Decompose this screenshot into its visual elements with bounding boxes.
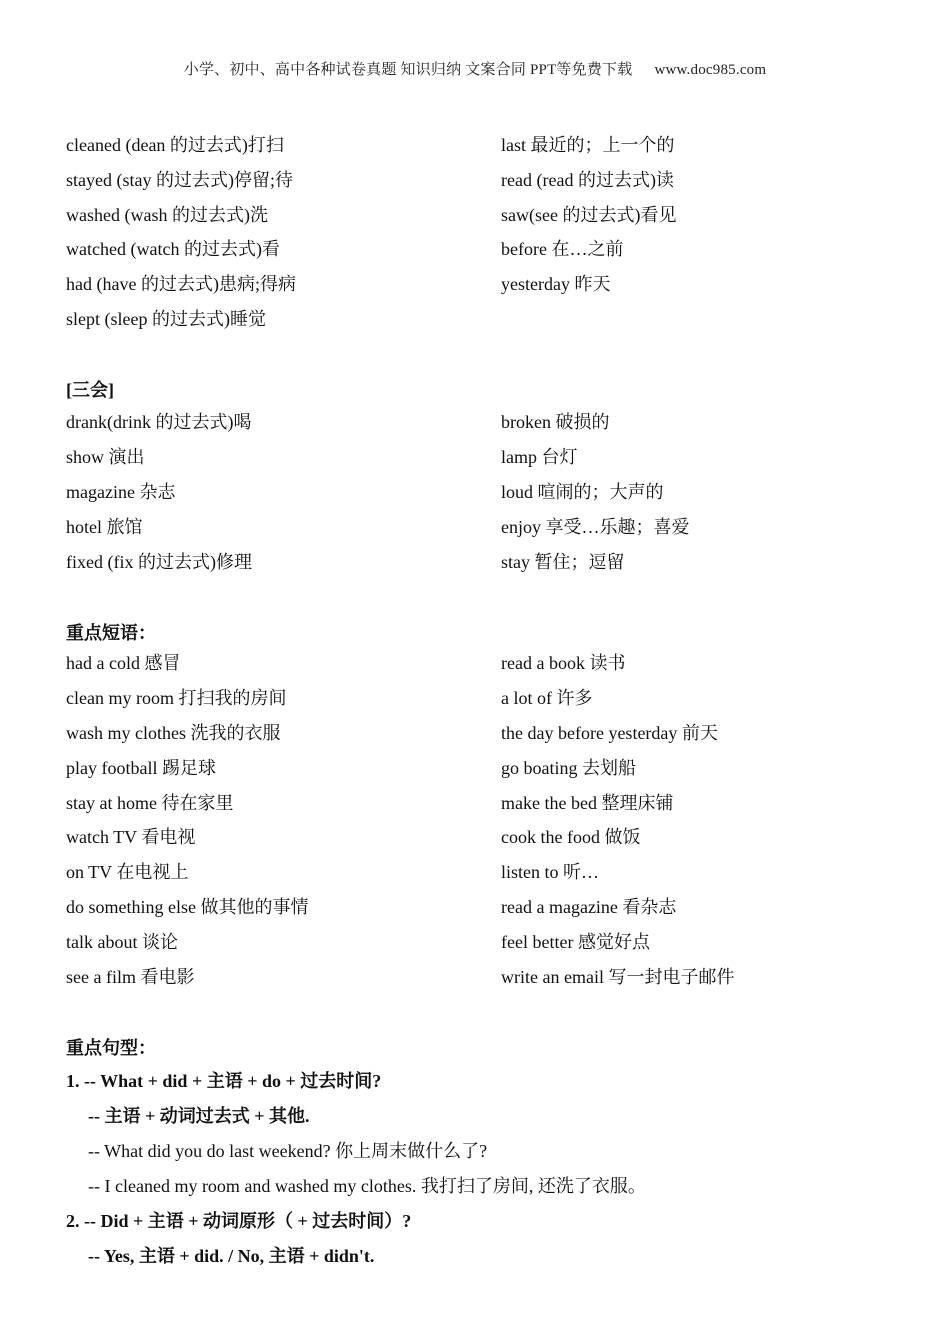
vocab-item: drank(drink 的过去式)喝 — [66, 412, 252, 432]
vocab-item: magazine 杂志 — [66, 482, 176, 502]
vocab-item: stay 暂住；逗留 — [501, 552, 625, 572]
phrase-item: write an email 写一封电子邮件 — [501, 967, 735, 987]
phrase-item: had a cold 感冒 — [66, 653, 181, 673]
phrase-item: on TV 在电视上 — [66, 862, 189, 882]
phrase-item: watch TV 看电视 — [66, 827, 196, 847]
phrase-item: clean my room 打扫我的房间 — [66, 688, 287, 708]
phrase-item: wash my clothes 洗我的衣服 — [66, 723, 281, 743]
vocab-item: loud 喧闹的；大声的 — [501, 482, 664, 502]
sentence-pattern-2-question: 2. -- Did + 主语 + 动词原形（ + 过去时间）? — [66, 1211, 412, 1231]
header-promo-text: 小学、初中、高中各种试卷真题 知识归纳 文案合同 PPT等免费下载 — [183, 62, 633, 78]
vocab-item: broken 破损的 — [501, 412, 610, 432]
sentence-pattern-1-question: 1. -- What + did + 主语 + do + 过去时间? — [66, 1071, 382, 1091]
phrase-item: the day before yesterday 前天 — [501, 723, 718, 743]
phrase-item: read a book 读书 — [501, 653, 626, 673]
phrase-item: make the bed 整理床铺 — [501, 793, 674, 813]
vocab-item: had (have 的过去式)患病;得病 — [66, 274, 296, 294]
phrase-item: see a film 看电影 — [66, 967, 195, 987]
example-1-question: -- What did you do last weekend? 你上周末做什么了? — [88, 1141, 488, 1161]
phrase-item: read a magazine 看杂志 — [501, 897, 677, 917]
vocab-item: enjoy 享受…乐趣；喜爱 — [501, 517, 690, 537]
vocab-item: hotel 旅馆 — [66, 517, 143, 537]
vocab-item: fixed (fix 的过去式)修理 — [66, 552, 252, 572]
phrase-item: cook the food 做饭 — [501, 827, 641, 847]
sentence-pattern-1-answer: -- 主语 + 动词过去式 + 其他. — [88, 1106, 310, 1126]
phrase-item: go boating 去划船 — [501, 758, 636, 778]
phrase-item: a lot of 许多 — [501, 688, 593, 708]
vocab-item: slept (sleep 的过去式)睡觉 — [66, 309, 266, 329]
vocab-item: watched (watch 的过去式)看 — [66, 239, 280, 259]
vocab-item: show 演出 — [66, 447, 145, 467]
phrase-item: talk about 谈论 — [66, 932, 178, 952]
phrase-item: play football 踢足球 — [66, 758, 216, 778]
sentence-pattern-2-answer: -- Yes, 主语 + did. / No, 主语 + didn't. — [88, 1246, 375, 1266]
vocab-item: yesterday 昨天 — [501, 274, 611, 294]
vocab-item: read (read 的过去式)读 — [501, 170, 674, 190]
section-title-sentences: 重点句型： — [66, 1038, 156, 1058]
phrase-item: do something else 做其他的事情 — [66, 897, 309, 917]
vocab-item: last 最近的；上一个的 — [501, 135, 675, 155]
vocab-item: lamp 台灯 — [501, 447, 578, 467]
phrase-item: feel better 感觉好点 — [501, 932, 650, 952]
vocab-item: before 在…之前 — [501, 239, 624, 259]
vocab-item: cleaned (dean 的过去式)打扫 — [66, 135, 284, 155]
vocab-item: stayed (stay 的过去式)停留;待 — [66, 170, 293, 190]
section-title-phrases: 重点短语： — [66, 623, 156, 643]
page-header — [0, 58, 950, 79]
header-website: www.doc985.com — [654, 62, 767, 78]
phrase-item: stay at home 待在家里 — [66, 793, 234, 813]
example-1-answer: -- I cleaned my room and washed my clothes. 我打扫了房间, 还洗了衣服。 — [88, 1176, 646, 1196]
vocab-item: washed (wash 的过去式)洗 — [66, 205, 268, 225]
vocab-item: saw(see 的过去式)看见 — [501, 205, 677, 225]
section-title-sanhui: [三会] — [66, 380, 114, 400]
phrase-item: listen to 听… — [501, 862, 599, 882]
